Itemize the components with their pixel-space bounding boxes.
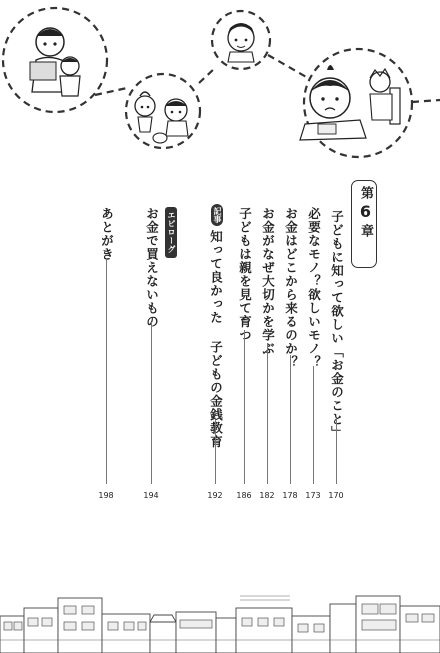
toc-title: 必要なモノ？欲しいモノ？ — [306, 207, 322, 369]
toc-title: 子どもは親を見て育つ — [237, 207, 253, 342]
leader-line — [336, 418, 337, 484]
leader-line — [313, 366, 314, 484]
circle-mother-desk — [300, 49, 412, 157]
toc-page-number: 173 — [305, 491, 321, 500]
chapter-prefix: 第 — [358, 186, 373, 202]
circle-parent-child — [3, 8, 107, 112]
toc-title: お金はどこから来るのか？ — [283, 207, 299, 369]
circle-father — [212, 11, 270, 69]
toc-page-number: 192 — [207, 491, 223, 500]
chapter-suffix: 章 — [358, 224, 373, 240]
leader-line — [244, 330, 245, 484]
toc-page-number: 170 — [328, 491, 344, 500]
toc-title: 子どもに知って欲しい「お金のこと」 — [329, 210, 345, 440]
column-badge: 記事 — [211, 204, 223, 226]
toc-page-number: 194 — [143, 491, 159, 500]
leader-line — [267, 343, 268, 484]
toc-title: あとがき — [99, 207, 115, 261]
leader-line — [151, 322, 152, 484]
toc-title: お金がなぜ大切かを学ぶ — [260, 207, 276, 356]
leader-line — [290, 355, 291, 484]
circle-children — [126, 74, 200, 148]
epilogue-badge: エピローグ — [165, 207, 177, 258]
header-illustration — [0, 0, 440, 170]
toc-page-number: 186 — [236, 491, 252, 500]
chapter-label — [357, 186, 373, 240]
toc-title: 知って良かった 子どもの金銭教育 — [208, 230, 224, 449]
cityscape-illustration — [0, 588, 440, 653]
leader-line — [106, 258, 107, 484]
toc-title: お金で買えないもの — [144, 207, 160, 329]
chapter-number: 6 — [356, 202, 375, 224]
toc-page-number: 198 — [98, 491, 114, 500]
leader-line — [215, 420, 216, 484]
toc-page-number: 182 — [259, 491, 275, 500]
toc-page-number: 178 — [282, 491, 298, 500]
